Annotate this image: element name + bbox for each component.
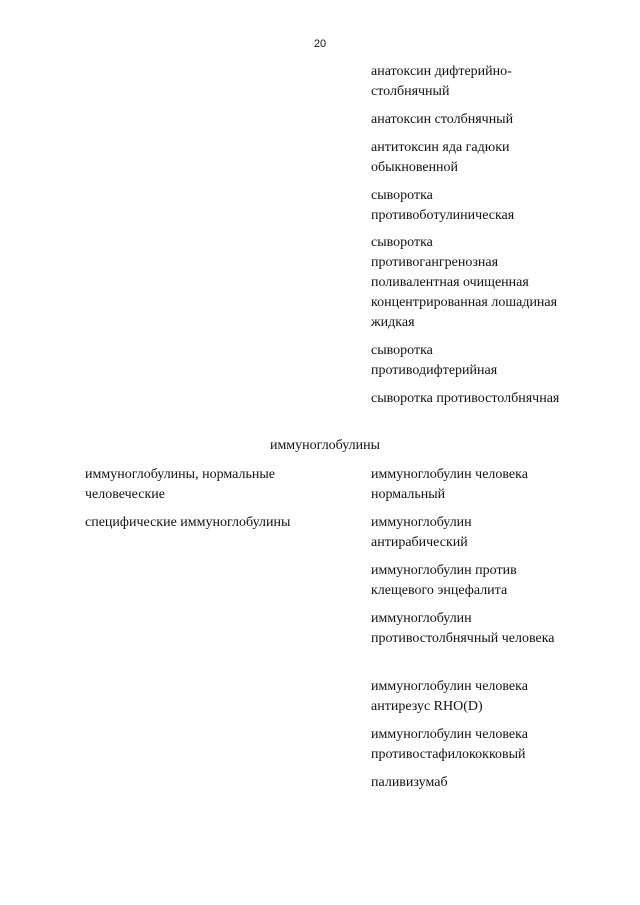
list-item: антитоксин яда гадюки обыкновенной [371, 140, 510, 175]
group-name: иммуноглобулины, нормальные человеческие [85, 467, 275, 502]
list-item: сыворотка противогангренозная поливалентная очищенная концентрированная лошадиная жидкая [371, 235, 558, 330]
list-item: иммуноглобулин человека антирезус RHO(D) [371, 679, 528, 714]
list-item: иммуноглобулин человека противостафилококковый [371, 727, 528, 762]
list-item: иммуноглобулин человека нормальный [371, 467, 528, 502]
list-item: паливизумаб [371, 775, 448, 790]
list-item: анатоксин столбнячный [371, 112, 514, 127]
section-heading: иммуноглобулины [269, 438, 381, 453]
list-item: сыворотка противодифтерийная [371, 343, 498, 378]
list-item: сыворотка противоботулиническая [371, 188, 515, 223]
list-item: иммуноглобулин против клещевого энцефалита [371, 563, 517, 598]
group-name: специфические иммуноглобулины [85, 515, 291, 530]
list-item: иммуноглобулин противостолбнячный человека [371, 611, 555, 646]
page-number: 20 [313, 38, 327, 50]
list-item: анатоксин дифтерийно-столбнячный [371, 64, 512, 99]
list-item: сыворотка противостолбнячная [371, 391, 560, 406]
list-item: иммуноглобулин антирабический [371, 515, 472, 550]
